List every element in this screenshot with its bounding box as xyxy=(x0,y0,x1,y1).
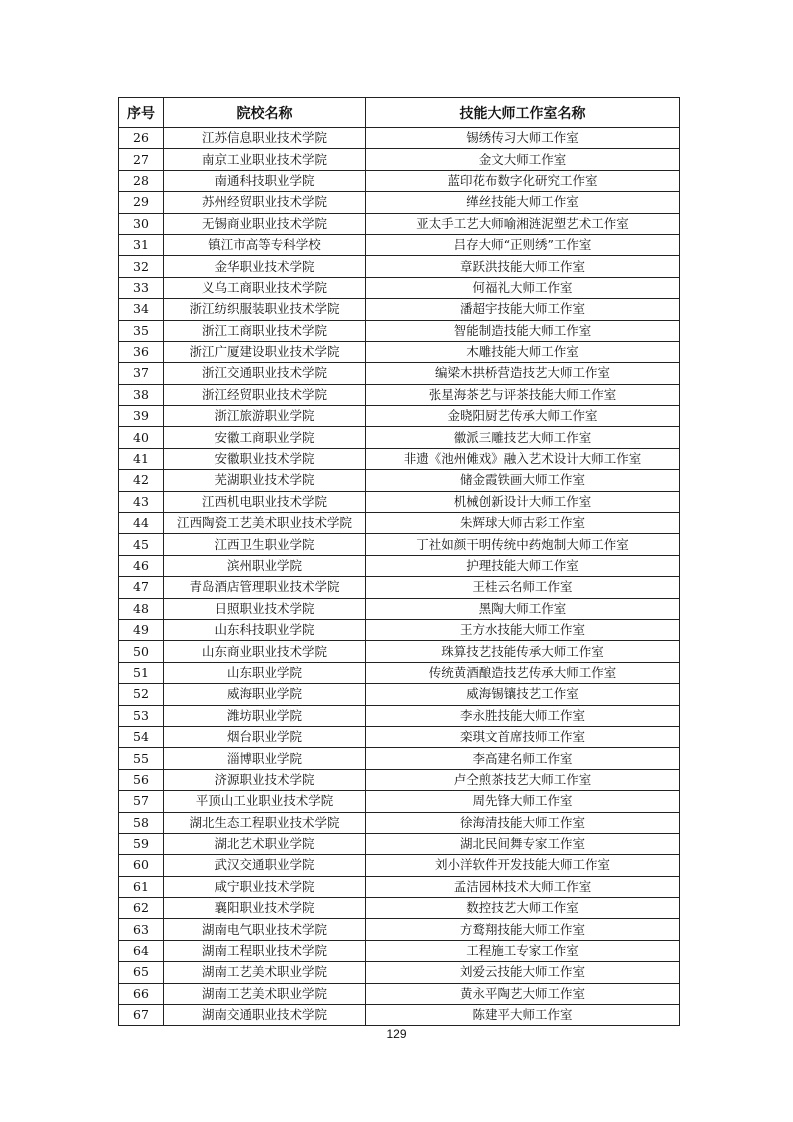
row-studio-name: 卢仝煎茶技艺大师工作室 xyxy=(366,769,680,790)
row-serial-number: 50 xyxy=(119,641,164,662)
table-row xyxy=(119,598,680,619)
row-school-name: 江西卫生职业学院 xyxy=(164,534,366,555)
row-school-name: 金华职业技术学院 xyxy=(164,256,366,277)
row-school-name: 浙江交通职业技术学院 xyxy=(164,363,366,384)
row-studio-name: 储金霞铁画大师工作室 xyxy=(366,470,680,491)
table-row xyxy=(119,855,680,876)
table-row xyxy=(119,213,680,234)
row-studio-name: 王方水技能大师工作室 xyxy=(366,619,680,640)
row-school-name: 平顶山工业职业技术学院 xyxy=(164,791,366,812)
row-school-name: 烟台职业学院 xyxy=(164,726,366,747)
row-serial-number: 51 xyxy=(119,662,164,683)
row-serial-number: 61 xyxy=(119,876,164,897)
table-row xyxy=(119,256,680,277)
row-studio-name: 缂丝技能大师工作室 xyxy=(366,192,680,213)
header-serial-number: 序号 xyxy=(119,98,164,128)
row-studio-name: 机械创新设计大师工作室 xyxy=(366,491,680,512)
row-school-name: 江西机电职业技术学院 xyxy=(164,491,366,512)
row-serial-number: 41 xyxy=(119,448,164,469)
row-serial-number: 49 xyxy=(119,619,164,640)
row-studio-name: 金晓阳厨艺传承大师工作室 xyxy=(366,406,680,427)
row-studio-name: 陈建平大师工作室 xyxy=(366,1005,680,1026)
row-studio-name: 徽派三雕技艺大师工作室 xyxy=(366,427,680,448)
row-school-name: 苏州经贸职业技术学院 xyxy=(164,192,366,213)
row-serial-number: 30 xyxy=(119,213,164,234)
row-studio-name: 金文大师工作室 xyxy=(366,149,680,170)
row-serial-number: 54 xyxy=(119,726,164,747)
row-school-name: 青岛酒店管理职业技术学院 xyxy=(164,577,366,598)
row-studio-name: 编梁木拱桥营造技艺大师工作室 xyxy=(366,363,680,384)
row-serial-number: 35 xyxy=(119,320,164,341)
table-row xyxy=(119,448,680,469)
table-row xyxy=(119,128,680,149)
row-studio-name: 湖北民间舞专家工作室 xyxy=(366,833,680,854)
row-studio-name: 栾琪文首席技师工作室 xyxy=(366,726,680,747)
row-school-name: 湖北生态工程职业技术学院 xyxy=(164,812,366,833)
row-school-name: 浙江旅游职业学院 xyxy=(164,406,366,427)
row-school-name: 浙江经贸职业技术学院 xyxy=(164,384,366,405)
row-serial-number: 38 xyxy=(119,384,164,405)
row-studio-name: 潘超宇技能大师工作室 xyxy=(366,299,680,320)
row-school-name: 武汉交通职业学院 xyxy=(164,855,366,876)
table-row xyxy=(119,234,680,255)
row-studio-name: 珠算技艺技能传承大师工作室 xyxy=(366,641,680,662)
row-studio-name: 锡绣传习大师工作室 xyxy=(366,128,680,149)
row-serial-number: 26 xyxy=(119,128,164,149)
row-serial-number: 64 xyxy=(119,940,164,961)
header-studio-name: 技能大师工作室名称 xyxy=(366,98,680,128)
table-row xyxy=(119,577,680,598)
row-studio-name: 张星海茶艺与评茶技能大师工作室 xyxy=(366,384,680,405)
row-serial-number: 39 xyxy=(119,406,164,427)
row-serial-number: 40 xyxy=(119,427,164,448)
row-studio-name: 刘小洋软件开发技能大师工作室 xyxy=(366,855,680,876)
row-serial-number: 67 xyxy=(119,1005,164,1026)
page-number: 129 xyxy=(386,1027,407,1041)
table-row xyxy=(119,662,680,683)
row-serial-number: 60 xyxy=(119,855,164,876)
studio-list-table xyxy=(118,97,680,1026)
row-serial-number: 57 xyxy=(119,791,164,812)
row-serial-number: 31 xyxy=(119,234,164,255)
table-row xyxy=(119,277,680,298)
table-row xyxy=(119,619,680,640)
row-studio-name: 何福礼大师工作室 xyxy=(366,277,680,298)
row-school-name: 威海职业学院 xyxy=(164,684,366,705)
row-studio-name: 蓝印花布数字化研究工作室 xyxy=(366,170,680,191)
table-row xyxy=(119,876,680,897)
header-school-name: 院校名称 xyxy=(164,98,366,128)
row-serial-number: 53 xyxy=(119,705,164,726)
table-row xyxy=(119,320,680,341)
row-serial-number: 42 xyxy=(119,470,164,491)
row-school-name: 滨州职业学院 xyxy=(164,555,366,576)
row-school-name: 芜湖职业技术学院 xyxy=(164,470,366,491)
table-row xyxy=(119,748,680,769)
table-row xyxy=(119,406,680,427)
row-studio-name: 数控技艺大师工作室 xyxy=(366,898,680,919)
table-row xyxy=(119,299,680,320)
row-serial-number: 32 xyxy=(119,256,164,277)
row-studio-name: 黑陶大师工作室 xyxy=(366,598,680,619)
table-row xyxy=(119,513,680,534)
table-header-row xyxy=(119,98,680,128)
row-serial-number: 65 xyxy=(119,962,164,983)
row-school-name: 江苏信息职业技术学院 xyxy=(164,128,366,149)
table-row xyxy=(119,341,680,362)
row-school-name: 淄博职业学院 xyxy=(164,748,366,769)
row-school-name: 潍坊职业学院 xyxy=(164,705,366,726)
table-row xyxy=(119,427,680,448)
table-row xyxy=(119,641,680,662)
row-studio-name: 威海锡镶技艺工作室 xyxy=(366,684,680,705)
row-school-name: 无锡商业职业技术学院 xyxy=(164,213,366,234)
table-row xyxy=(119,534,680,555)
row-studio-name: 吕存大师“正则绣”工作室 xyxy=(366,234,680,255)
row-serial-number: 58 xyxy=(119,812,164,833)
row-school-name: 山东职业学院 xyxy=(164,662,366,683)
row-school-name: 浙江纺织服装职业技术学院 xyxy=(164,299,366,320)
row-studio-name: 工程施工专家工作室 xyxy=(366,940,680,961)
row-serial-number: 34 xyxy=(119,299,164,320)
table-row xyxy=(119,791,680,812)
row-studio-name: 李永胜技能大师工作室 xyxy=(366,705,680,726)
table-row xyxy=(119,470,680,491)
table-row xyxy=(119,491,680,512)
row-serial-number: 55 xyxy=(119,748,164,769)
row-serial-number: 33 xyxy=(119,277,164,298)
table-row xyxy=(119,363,680,384)
row-studio-name: 孟洁园林技术大师工作室 xyxy=(366,876,680,897)
row-studio-name: 智能制造技能大师工作室 xyxy=(366,320,680,341)
row-school-name: 襄阳职业技术学院 xyxy=(164,898,366,919)
row-studio-name: 传统黄酒酿造技艺传承大师工作室 xyxy=(366,662,680,683)
table-row xyxy=(119,170,680,191)
row-serial-number: 43 xyxy=(119,491,164,512)
row-school-name: 江西陶瓷工艺美术职业技术学院 xyxy=(164,513,366,534)
row-serial-number: 44 xyxy=(119,513,164,534)
table-row xyxy=(119,962,680,983)
row-serial-number: 48 xyxy=(119,598,164,619)
table-row xyxy=(119,684,680,705)
row-studio-name: 刘爱云技能大师工作室 xyxy=(366,962,680,983)
row-school-name: 安徽职业技术学院 xyxy=(164,448,366,469)
row-school-name: 义乌工商职业技术学院 xyxy=(164,277,366,298)
row-serial-number: 36 xyxy=(119,341,164,362)
table-row xyxy=(119,940,680,961)
row-studio-name: 方鹜翔技能大师工作室 xyxy=(366,919,680,940)
row-studio-name: 非遗《池州傩戏》融入艺术设计大师工作室 xyxy=(366,448,680,469)
row-school-name: 咸宁职业技术学院 xyxy=(164,876,366,897)
row-studio-name: 王桂云名师工作室 xyxy=(366,577,680,598)
row-serial-number: 37 xyxy=(119,363,164,384)
row-studio-name: 黄永平陶艺大师工作室 xyxy=(366,983,680,1004)
row-studio-name: 李高建名师工作室 xyxy=(366,748,680,769)
row-school-name: 浙江工商职业技术学院 xyxy=(164,320,366,341)
row-serial-number: 45 xyxy=(119,534,164,555)
table-row xyxy=(119,898,680,919)
row-studio-name: 周先锋大师工作室 xyxy=(366,791,680,812)
table-row xyxy=(119,149,680,170)
table-row xyxy=(119,833,680,854)
row-serial-number: 62 xyxy=(119,898,164,919)
row-studio-name: 丁社如颜干明传统中药炮制大师工作室 xyxy=(366,534,680,555)
row-school-name: 南通科技职业学院 xyxy=(164,170,366,191)
row-serial-number: 27 xyxy=(119,149,164,170)
row-studio-name: 木雕技能大师工作室 xyxy=(366,341,680,362)
row-school-name: 湖南交通职业技术学院 xyxy=(164,1005,366,1026)
row-serial-number: 59 xyxy=(119,833,164,854)
row-school-name: 济源职业技术学院 xyxy=(164,769,366,790)
table-row xyxy=(119,705,680,726)
row-school-name: 浙江广厦建设职业技术学院 xyxy=(164,341,366,362)
row-serial-number: 66 xyxy=(119,983,164,1004)
row-school-name: 湖南工艺美术职业学院 xyxy=(164,983,366,1004)
row-school-name: 湖南工艺美术职业学院 xyxy=(164,962,366,983)
row-serial-number: 46 xyxy=(119,555,164,576)
row-serial-number: 47 xyxy=(119,577,164,598)
row-school-name: 山东商业职业技术学院 xyxy=(164,641,366,662)
row-studio-name: 朱辉球大师古彩工作室 xyxy=(366,513,680,534)
row-studio-name: 徐海清技能大师工作室 xyxy=(366,812,680,833)
row-serial-number: 29 xyxy=(119,192,164,213)
table-row xyxy=(119,812,680,833)
row-serial-number: 52 xyxy=(119,684,164,705)
row-studio-name: 章跃洪技能大师工作室 xyxy=(366,256,680,277)
row-school-name: 镇江市高等专科学校 xyxy=(164,234,366,255)
table-row xyxy=(119,192,680,213)
row-school-name: 山东科技职业学院 xyxy=(164,619,366,640)
row-studio-name: 护理技能大师工作室 xyxy=(366,555,680,576)
row-school-name: 南京工业职业技术学院 xyxy=(164,149,366,170)
row-school-name: 湖北艺术职业学院 xyxy=(164,833,366,854)
row-studio-name: 亚太手工艺大师喻湘涟泥塑艺术工作室 xyxy=(366,213,680,234)
row-school-name: 湖南电气职业技术学院 xyxy=(164,919,366,940)
table-row xyxy=(119,919,680,940)
table-row xyxy=(119,769,680,790)
table-row xyxy=(119,983,680,1004)
table-row xyxy=(119,384,680,405)
row-serial-number: 63 xyxy=(119,919,164,940)
table-row xyxy=(119,555,680,576)
table-row xyxy=(119,1005,680,1026)
row-school-name: 日照职业技术学院 xyxy=(164,598,366,619)
table-body xyxy=(119,128,680,1026)
row-serial-number: 28 xyxy=(119,170,164,191)
table-row xyxy=(119,726,680,747)
row-school-name: 安徽工商职业学院 xyxy=(164,427,366,448)
row-serial-number: 56 xyxy=(119,769,164,790)
row-school-name: 湖南工程职业技术学院 xyxy=(164,940,366,961)
